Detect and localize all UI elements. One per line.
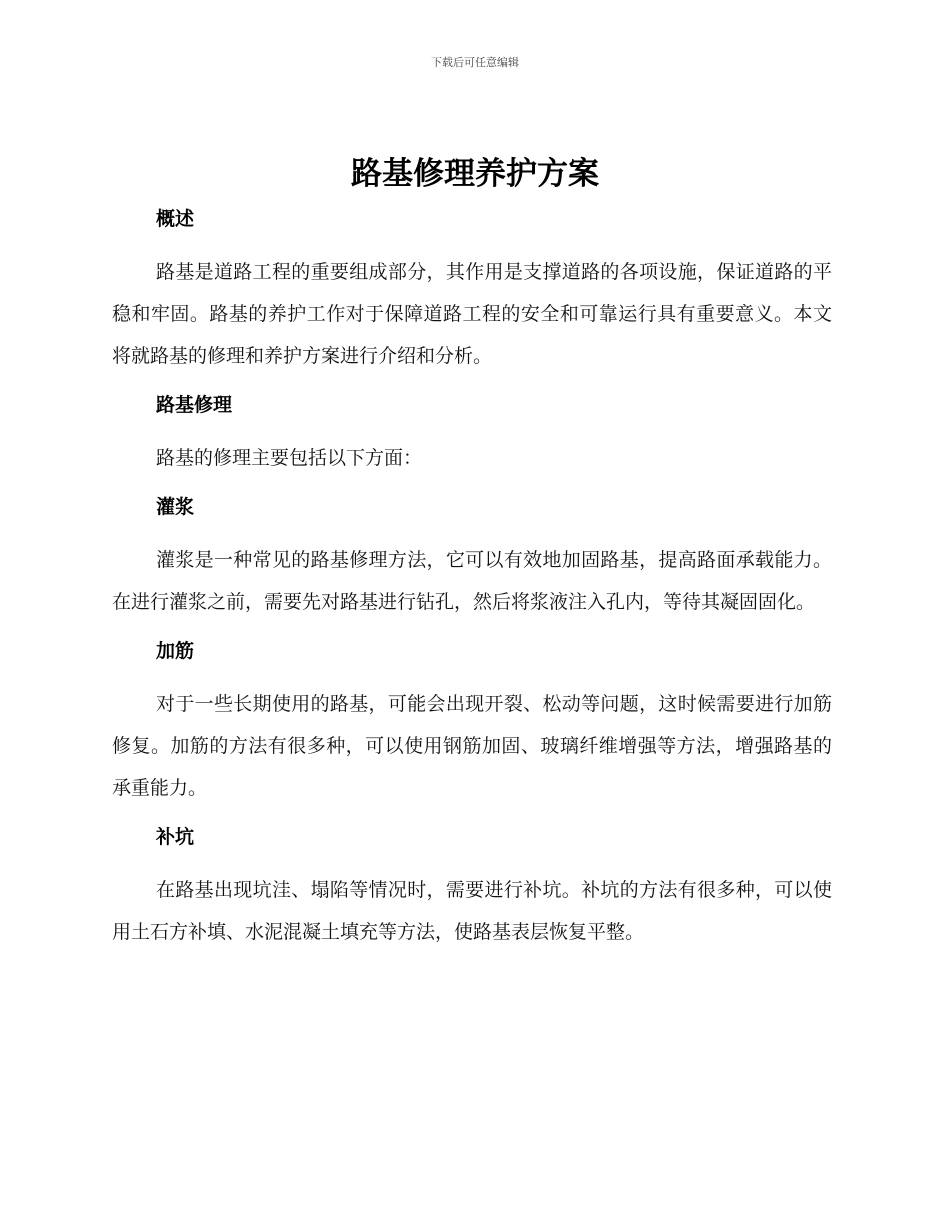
section-paragraph: 路基是道路工程的重要组成部分，其作用是支撑道路的各项设施，保证道路的平稳和牢固。路基的养护工作对于保障道路工程的安全和可靠运行具有重要意义。本文将就路基的修理和养护方案进行介绍和分析。 <box>112 261 832 367</box>
section-heading: 加筋 <box>156 640 195 662</box>
page-header-note: 下载后可任意编辑 <box>431 56 519 69</box>
section-heading: 概述 <box>156 208 195 230</box>
document-title: 路基修理养护方案 <box>351 156 599 192</box>
section-paragraph: 在路基出现坑洼、塌陷等情况时，需要进行补坑。补坑的方法有很多种，可以使用土石方补填、水泥混凝土填充等方法，使路基表层恢复平整。 <box>112 879 832 943</box>
section-grouting <box>112 493 832 623</box>
section-overview <box>112 205 832 377</box>
section-paragraph: 路基的修理主要包括以下方面： <box>156 447 423 469</box>
section-heading: 补坑 <box>156 826 195 848</box>
document-body <box>112 205 832 953</box>
section-paragraph: 对于一些长期使用的路基，可能会出现开裂、松动等问题，这时候需要进行加筋修复。加筋的方法有很多种，可以使用钢筋加固、玻璃纤维增强等方法，增强路基的承重能力。 <box>112 693 832 799</box>
section-heading: 灌浆 <box>156 496 195 518</box>
section-heading: 路基修理 <box>156 394 233 416</box>
section-paragraph: 灌浆是一种常见的路基修理方法，它可以有效地加固路基，提高路面承载能力。在进行灌浆之前，需要先对路基进行钻孔，然后将浆液注入孔内，等待其凝固固化。 <box>112 549 832 613</box>
section-pothole-repair <box>112 823 832 953</box>
section-repair <box>112 391 832 479</box>
section-reinforcement <box>112 637 832 809</box>
